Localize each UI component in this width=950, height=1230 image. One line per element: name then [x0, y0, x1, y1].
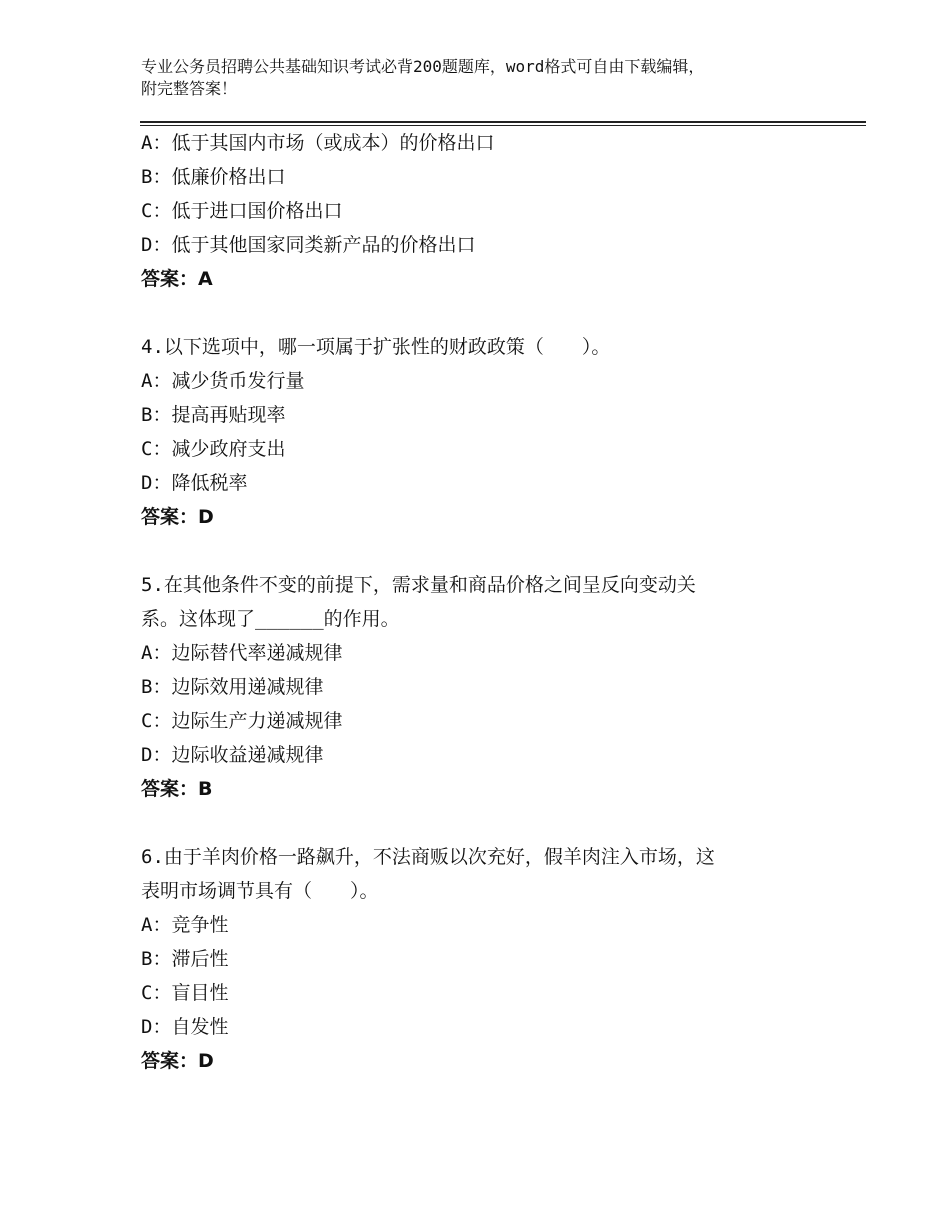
- option-d: D：边际收益递减规律: [141, 744, 324, 766]
- option-d: D：自发性: [141, 1016, 229, 1038]
- question-5: [141, 568, 821, 806]
- answer-line: 答案：D: [141, 506, 214, 528]
- question-stem-line2: 表明市场调节具有（ ）。: [141, 880, 379, 902]
- option-b: B：边际效用递减规律: [141, 676, 324, 698]
- header-title-line1: 专业公务员招聘公共基础知识考试必背200题题库，word格式可自由下载编辑，: [141, 57, 705, 76]
- option-a: A：边际替代率递减规律: [141, 642, 343, 664]
- option-c: C：边际生产力递减规律: [141, 710, 343, 732]
- header-divider-thick: [140, 121, 866, 123]
- option-a: A：低于其国内市场（或成本）的价格出口: [141, 132, 495, 154]
- question-stem-line1: 6.由于羊肉价格一路飙升，不法商贩以次充好，假羊肉注入市场，这: [141, 846, 715, 868]
- option-a: A：竞争性: [141, 914, 229, 936]
- answer-line: 答案：D: [141, 1050, 214, 1072]
- option-c: C：低于进口国价格出口: [141, 200, 343, 222]
- page-header: [141, 56, 831, 100]
- option-c: C：盲目性: [141, 982, 229, 1004]
- option-b: B：低廉价格出口: [141, 166, 286, 188]
- option-b: B：滞后性: [141, 948, 229, 970]
- option-a: A：减少货币发行量: [141, 370, 305, 392]
- spacer: [141, 296, 821, 330]
- question-list: [141, 126, 821, 1078]
- question-3: [141, 126, 821, 296]
- question-stem-line2: 系。这体现了______的作用。: [141, 608, 400, 630]
- option-c: C：减少政府支出: [141, 438, 286, 460]
- answer-line: 答案：A: [141, 268, 213, 290]
- answer-line: 答案：B: [141, 778, 213, 800]
- spacer: [141, 806, 821, 840]
- option-b: B：提高再贴现率: [141, 404, 286, 426]
- question-4: [141, 330, 821, 534]
- spacer: [141, 534, 821, 568]
- question-stem-line1: 5.在其他条件不变的前提下，需求量和商品价格之间呈反向变动关: [141, 574, 696, 596]
- option-d: D：低于其他国家同类新产品的价格出口: [141, 234, 476, 256]
- question-6: [141, 840, 821, 1078]
- question-stem: 4.以下选项中，哪一项属于扩张性的财政政策（ ）。: [141, 336, 611, 358]
- option-d: D：降低税率: [141, 472, 248, 494]
- header-title-line2: 附完整答案！: [141, 79, 238, 98]
